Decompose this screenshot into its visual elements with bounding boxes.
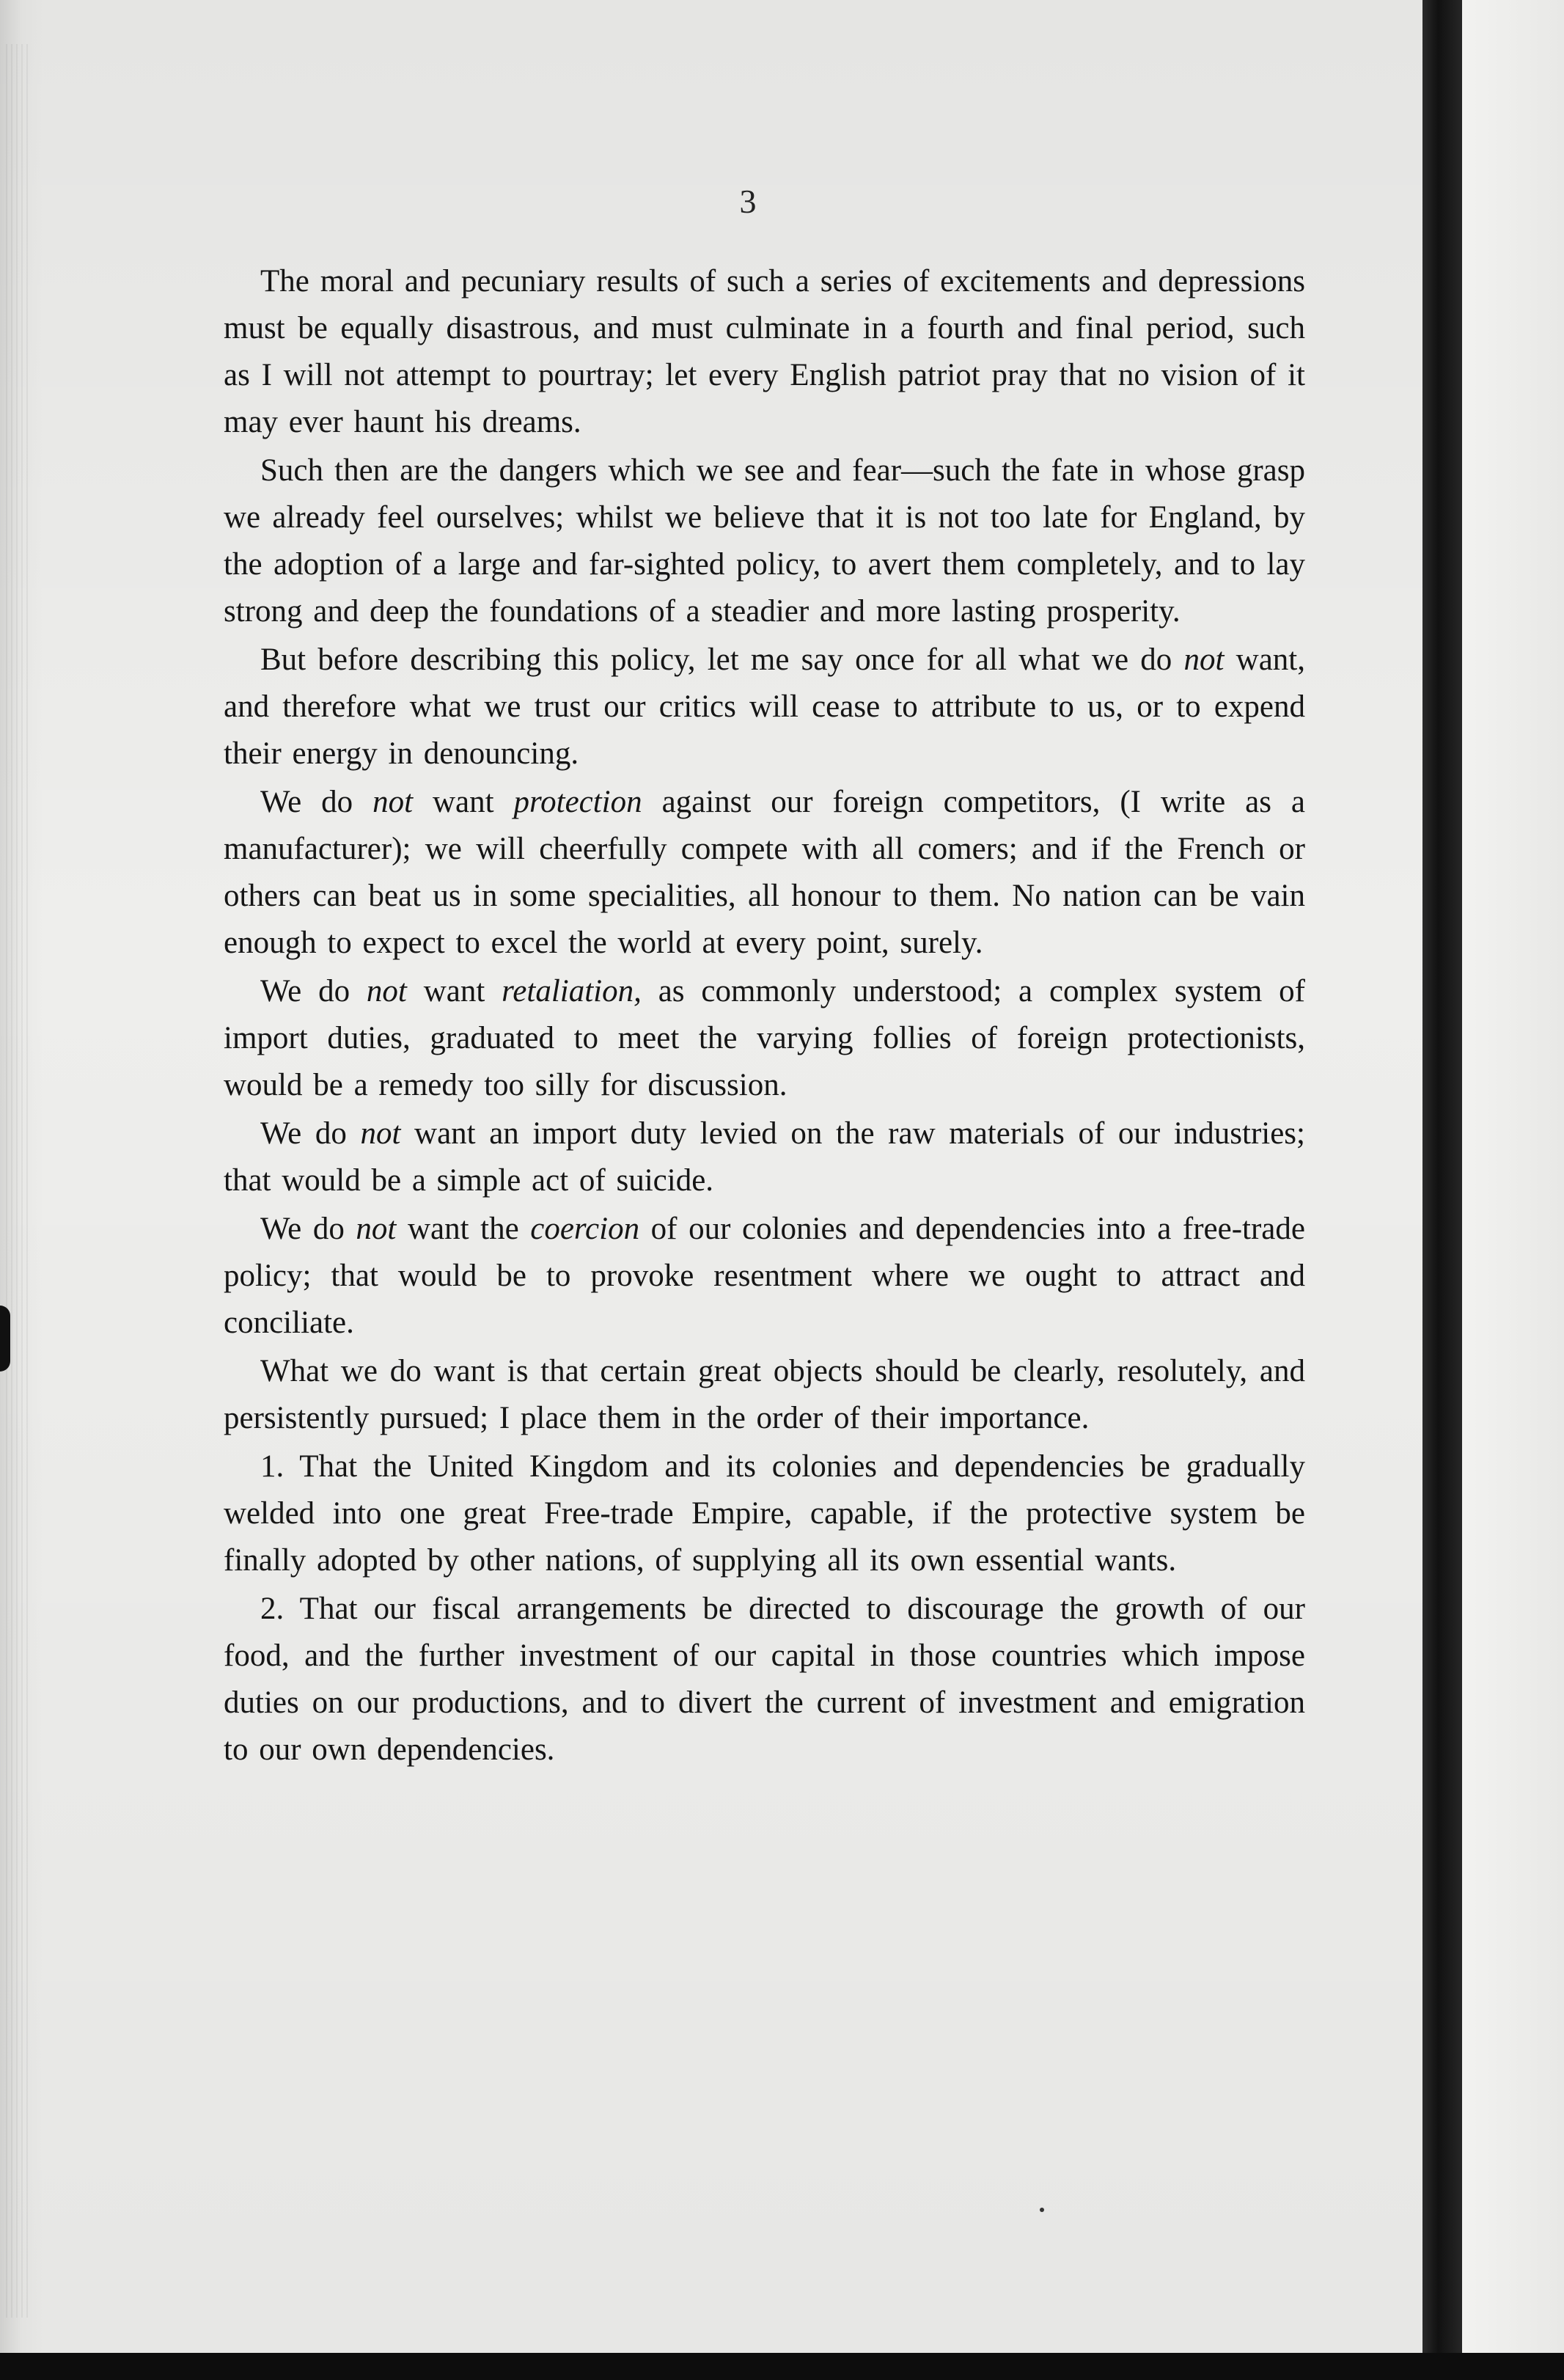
text-run: What we do want is that certain great objects should be clearly, resolutely, and persistently pursued; I place them in the order of their importance.: [224, 1354, 1305, 1435]
italic-run: protection: [513, 785, 642, 819]
paragraph: [224, 779, 1305, 967]
paragraph: [224, 1348, 1305, 1442]
text-run: We do: [260, 785, 373, 819]
text-run: But before describing this policy, let me say once for all what we do: [260, 642, 1184, 677]
text-run: We do: [260, 974, 367, 1008]
text-run: 2. That our fiscal arrangements be directed to discourage the growth of our food, and the further investment of our capital in those countries which impose duties on our productions, and to divert the current of investment and emigration to our own dependencies.: [224, 1592, 1305, 1767]
list-item-paragraph: [224, 1443, 1305, 1584]
book-spine: [1422, 0, 1462, 2353]
italic-run: not: [1183, 642, 1225, 677]
stray-ink-dot: [1040, 2208, 1044, 2212]
text-run: want: [406, 974, 502, 1008]
left-edge-notch: [0, 1306, 10, 1372]
text-run: want an import duty levied on the raw materials of our industries; that would be a simple act of suicide.: [224, 1116, 1305, 1198]
paragraph: [224, 637, 1305, 777]
scan-bottom-border: [0, 2353, 1564, 2380]
text-run: 1. That the United Kingdom and its colonies and dependencies be gradually welded into one great Free-trade Empire, capable, if the protective system be finally adopted by other nations, of supplying all its own essential wants.: [224, 1449, 1305, 1578]
italic-run: coercion: [530, 1212, 640, 1246]
italic-run: not: [356, 1212, 397, 1246]
italic-run: retaliation,: [502, 974, 642, 1008]
italic-run: not: [372, 785, 414, 819]
page-edge-lines: [6, 44, 28, 2318]
text-run: want, and therefore what we trust our critics will cease to attribute to us, or to expend their energy in denouncing.: [224, 642, 1305, 771]
text-run: We do: [260, 1116, 361, 1151]
text-run: want the: [396, 1212, 531, 1246]
text-run: as commonly understood; a complex system of import duties, graduated to meet the varying follies of foreign protectionists, would be a remedy too silly for discussion.: [224, 974, 1305, 1102]
text-run: of our colonies and dependencies into a free-trade policy; that would be to provoke resentment where we ought to attract and conciliate.: [224, 1212, 1305, 1340]
paragraph: [224, 447, 1305, 635]
italic-run: not: [366, 974, 407, 1008]
text-run: Such then are the dangers which we see and fear—such the fate in whose grasp we already feel ourselves; whilst we believe that it is not too late for England, by the adoption of a large and far-sighted policy, to avert them completely, and to lay strong and deep the foundations of a steadier and more lasting prosperity.: [224, 453, 1305, 629]
text-run: against our foreign competitors, (I write as a manufacturer); we will cheerfully compete with all comers; and if the French or others can beat us in some specialities, all honour to them. No nation can be vain enough to expect to excel the world at every point, surely.: [224, 785, 1305, 960]
body-text: [224, 258, 1305, 1775]
text-run: The moral and pecuniary results of such a series of excitements and depressions must be equally disastrous, and must culminate in a fourth and final period, such as I will not attempt to pourtray; let every English patriot pray that no vision of it may ever haunt his dreams.: [224, 264, 1305, 439]
paragraph: [224, 258, 1305, 446]
facing-page-edge: [1462, 0, 1564, 2353]
paragraph: [224, 1110, 1305, 1204]
paragraph: [224, 1206, 1305, 1347]
text-run: We do: [260, 1212, 356, 1246]
page-number: 3: [739, 183, 757, 220]
list-item-paragraph: [224, 1586, 1305, 1773]
paragraph: [224, 968, 1305, 1109]
italic-run: not: [360, 1116, 401, 1151]
text-run: want: [413, 785, 514, 819]
